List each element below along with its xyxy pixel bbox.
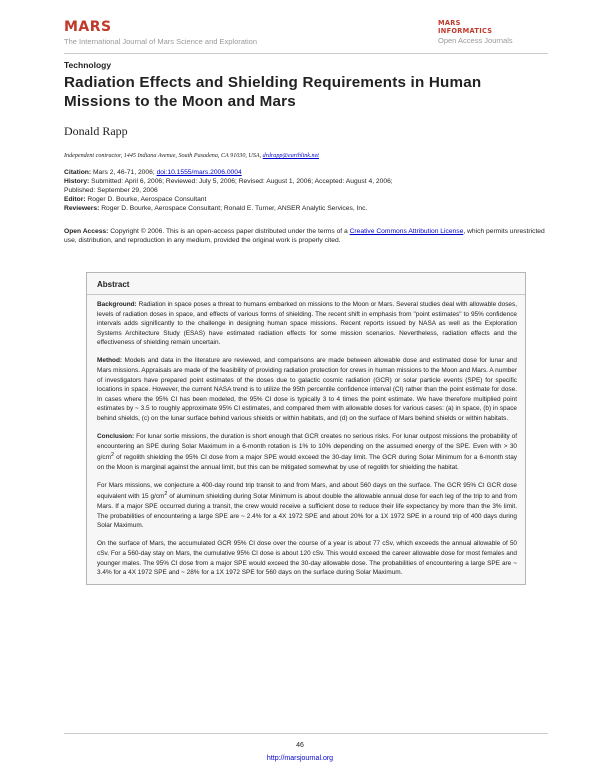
author-name: Donald Rapp: [64, 124, 128, 138]
abstract-method: [97, 356, 517, 423]
citation-label: Citation:: [64, 169, 92, 176]
article-metadata: [64, 168, 548, 245]
page-number: 46: [296, 742, 304, 749]
abstract-mars-transit: [97, 481, 517, 531]
editor-label: Editor:: [64, 196, 86, 203]
method-text: Models and data in the literature are reviewed, and comparisons are made between allowable dose and estimated dose for lunar and Mars missions. Appraisals are made of the feasibility of providing radiation protection for crews in human missions to the Moon and Mars. A number of investigators have prepared point estimates of the doses due to galactic cosmic radiation (GCR) or solar particle events (SPE) for specific locations in space. However, the current NASA trend is to utilize the 95th percentile confidence interval (CI) rather than the point estimate for dose. In cases where the 95% CI has been modeled, the 95% CI dose is typically 3 to 4 times the point estimate. We have therefore multiplied point estimates by ~ 3.5 to roughly approximate 95% CI estimates, and compared them with allowable doses for various cases: (a) in space, (b) in space behind shields, (c) on the lunar surface behind various shields or within habitats, and (d) on the surface of Mars behind shields or within habitats.: [97, 357, 517, 422]
background-text: Radiation in space poses a threat to humans embarked on missions to the Moon or Mars. Several studies deal with allowable doses, levels of radiation doses in space, and effects of various forms of shielding. The recent shift in emphasis from "point estimates" to 95% confidence intervals adds significantly to the challenge in designing human space missions. Recent reports issued by NASA as well as the Exploration Systems Architecture Study (ESAS) have estimated radiation effects for some mission scenarios. Nevertheless, radiation effects and the effectiveness of shielding remain uncertain.: [97, 301, 517, 347]
license-link[interactable]: Creative Commons Attribution License: [349, 228, 464, 235]
affiliation-text: Independent contractor, 1445 Indiana Avenue, South Pasadena, CA 91030, USA,: [64, 153, 263, 159]
editor-line: [64, 195, 548, 204]
history-line: [64, 177, 548, 186]
publisher-line-2: INFORMATICS: [438, 27, 493, 35]
editor-text: Roger D. Bourke, Aerospace Consultant: [87, 196, 207, 203]
footer-divider: [64, 733, 548, 734]
journal-url-link[interactable]: http://marsjournal.org: [266, 755, 334, 762]
open-access-text-2: , which permits unrestricted use, distribution, and reproduction in any medium, provided the original work is properly cited.: [64, 228, 545, 244]
background-label: Background:: [97, 301, 137, 308]
conclusion-superscript: 2: [110, 452, 114, 459]
header-divider: [64, 53, 548, 54]
publisher-masthead: [438, 19, 513, 45]
abstract-conclusion: [97, 432, 517, 473]
citation-text: Mars 2, 46-71, 2006;: [92, 169, 155, 176]
abstract-mars-surface: On the surface of Mars, the accumulated GCR 95% CI dose over the course of a year is about 77 cSv, which exceeds the annual allowable of 50 cSv. For a 560-day stay on Mars, the cumulative 95% CI dose is about 120 cSv. This would exceed the career allowable dose for most females and younger males. The 95% CI dose from a major SPE would exceed the 30-day allowable dose. The probabilities of encountering a large SPE are ~ 3.4% for a 4X 1972 SPE and ~ 28% for a 1X 1972 SPE for 560 days on the surface during Solar Maximum.: [97, 540, 517, 577]
reviewers-line: [64, 204, 548, 213]
history-line-2: Published: September 29, 2006: [64, 187, 158, 194]
mars-transit-text-b: of aluminum shielding during Solar Minimum is about double the allowable annual dose for each leg of the trip to and from Mars. If a major SPE occurred during a transit, the crew would receive a sufficient dose to reduce their life expectancy by more than the 3% limit. The probabilities of encountering a large SPE are ~ 2.4% for a 4X 1972 SPE and about 20% for a 1X 1972 SPE in a round trip of 400 days during Solar Maximum.: [97, 493, 517, 530]
abstract-box: [86, 272, 526, 585]
mars-transit-text-a: For Mars missions, we conjecture a 400-day round trip transit to and from Mars, and about 560 days on the surface. The GCR 95% CI GCR dose equivalent with 15 g/cm: [97, 481, 517, 501]
conclusion-label: Conclusion:: [97, 432, 135, 440]
method-label: Method:: [97, 357, 123, 365]
history-label: History:: [64, 178, 90, 185]
publisher-subtitle: Open Access Journals: [438, 36, 513, 45]
abstract-divider: [87, 294, 525, 295]
open-access-text-1: Copyright © 2006. This is an open-access paper distributed under the terms of a: [110, 228, 350, 235]
journal-title: MARS: [64, 19, 112, 35]
conclusion-text-b: of regolith shielding the 95% CI dose from a major SPE would exceed the 30-day limit. The GCR during Solar Minimum for a 6-month stay on the Moon is marginal against the annual limit, but this can be mitigated somewhat by use of regolith for shielding the habitat.: [97, 454, 517, 471]
history-text-1: Submitted: April 6, 2006; Reviewed: July 5, 2006; Revised: August 1, 2006; Accepted: August 4, 2006;: [91, 178, 393, 185]
author-email-link[interactable]: drdrapp@earthlink.net: [262, 153, 319, 159]
doi-link[interactable]: doi:10.1555/mars.2006.0004: [156, 169, 242, 176]
author-affiliation: [64, 153, 319, 159]
journal-subtitle: The International Journal of Mars Science and Exploration: [64, 37, 258, 46]
mars-transit-superscript: 2: [164, 491, 168, 498]
section-label: Technology: [64, 60, 112, 70]
reviewers-label: Reviewers:: [64, 205, 100, 212]
conclusion-text-a: For lunar sortie missions, the duration is short enough that GCR creates no serious risks. For lunar outpost missions the probability of encountering an SPE during Solar Maximum in a 6-month rotation is 1% to 10% depending on the assumed energy of the SPE. Even with > 30 g/cm: [97, 432, 517, 462]
abstract-heading: Abstract: [97, 280, 130, 289]
abstract-background: [97, 300, 517, 348]
open-access-statement: [64, 227, 548, 245]
publisher-line-1: MARS: [438, 19, 461, 27]
article-title: Radiation Effects and Shielding Requirements in Human Missions to the Moon and Mars: [64, 74, 482, 110]
open-access-label: Open Access:: [64, 228, 109, 235]
journal-masthead: [64, 19, 257, 46]
citation-line: [64, 168, 548, 177]
reviewers-text: Roger D. Bourke, Aerospace Consultant; Ronald E. Turner, ANSER Analytic Services, Inc.: [101, 205, 368, 212]
